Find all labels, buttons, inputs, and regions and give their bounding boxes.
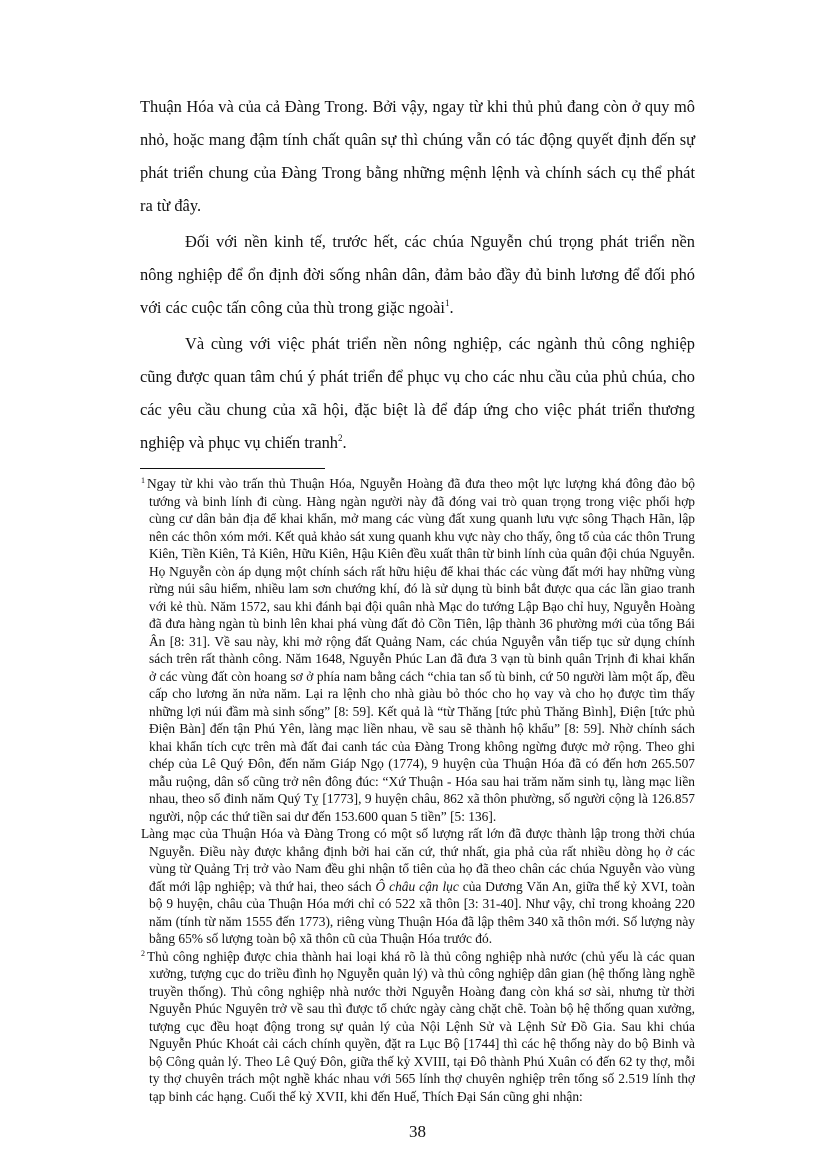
main-text	[140, 90, 695, 462]
footnote-text: Làng mạc của Thuận Hóa và Đàng Trong có một số lượng rất lớn đã được thành lập trong thời chúa Nguyễn. Điều này được khẳng định bởi hai căn cứ, thứ nhất, gia phả của rất nhiều dòng họ ở các vùng từ Quảng Trị trở vào Nam đều ghi nhận tổ tiên của họ đã theo chân các chúa Nguyễn vào vùng đất mới lập nghiệp; và thứ hai, theo sách	[141, 826, 695, 894]
book-title: Ô châu cận lục	[375, 878, 459, 894]
footnotes	[141, 475, 695, 1105]
paragraph-1	[140, 90, 695, 222]
footnote-number: 1	[141, 476, 145, 485]
footnote-1	[141, 475, 695, 825]
footnote-text: Thủ công nghiệp được chia thành hai loại khá rõ là thủ công nghiệp nhà nước (chủ yếu là các quan xưởng, tượng cục do triều đình họ Nguyễn quản lý) và thủ công nghiệp dân gian (hệ thống làng nghề truyền thống). Thủ công nghiệp nhà nước thời Nguyễn Hoàng đang còn khá sơ sài, nhưng từ thời Nguyễn Phúc Nguyên trở về sau thì được tổ chức ngày càng chặt chẽ. Toàn bộ hệ thống quan xưởng, tượng cục đều hoạt động trong sự quản lý của Nội Lệnh Sử và Lệnh Sử Đồ Gia. Sau khi chúa Nguyễn Phúc Khoát cải cách chính quyền, đặt ra Lục Bộ [1744] thì các hệ thống này do bộ Binh và bộ Công quản lý. Theo Lê Quý Đôn, giữa thế kỷ XVIII, tại Đô thành Phú Xuân có đến 62 ty thợ, mỗi ty thợ chuyên trách một nghề khác nhau với 565 lính thợ chuyên nghiệp trên tổng số 2.519 lính thợ tạp binh các hạng. Cuối thế kỷ XVII, khi đến Huế, Thích Đại Sán cũng ghi nhận:	[147, 948, 695, 1104]
period: .	[342, 433, 347, 452]
footnote-separator	[140, 468, 325, 469]
footnote-number: 2	[141, 948, 145, 958]
period: .	[449, 298, 454, 317]
footnote-2	[141, 948, 695, 1106]
footnote-ref-2[interactable]: 2	[338, 433, 343, 443]
footnote-1-paragraph-2	[141, 825, 695, 948]
paragraph-text: Thuận Hóa và của cả Đàng Trong. Bởi vậy, ngay từ khi thủ phủ đang còn ở quy mô nhỏ, hoặc mang đậm tính chất quân sự thì chúng vẫn có tác động quyết định đến sự phát triển chung của Đàng Trong bằng những mệnh lệnh và chính sách cụ thể phát ra từ đây.	[140, 97, 695, 215]
paragraph-text: Và cùng với việc phát triển nền nông nghiệp, các ngành thủ công nghiệp cũng được quan tâm chú ý phát triển để phục vụ cho các nhu cầu của phủ chúa, cho các yêu cầu chung của xã hội, đặc biệt là để đáp ứng cho việc phát triển thương nghiệp và phục vụ chiến tranh	[140, 334, 695, 452]
paragraph-3	[140, 327, 695, 459]
footnote-text: của Dương Văn An, giữa thế kỷ XVI, toàn bộ 9 huyện, châu của Thuận Hóa mới chỉ có 522 xã thôn [3: 31-40]. Như vậy, chỉ trong khoảng 220 năm (tính từ năm 1555 đến 1773), riêng vùng Thuận Hóa đã lập thêm 340 xã thôn mới. Số lượng này bằng 65% số lượng toàn bộ xã thôn cũ của Thuận Hóa trước đó.	[149, 878, 695, 946]
footnote-text: Ngay từ khi vào trấn thủ Thuận Hóa, Nguyễn Hoàng đã đưa theo một lực lượng khá đông đảo bộ tướng và binh lính đi cùng. Hàng ngàn người này đã đóng vai trò quan trọng trong việc phối hợp cùng cư dân bản địa để khai khẩn, mở mang các vùng đất xung quanh lưu vực sông Thạch Hãn, lập nên các thôn xóm mới. Kết quả khảo sát xung quanh khu vực này cho thấy, ông tổ của các thôn Trung Kiên, Tiền Kiên, Tả Kiên, Hữu Kiên, Hậu Kiên đều xuất thân từ binh lính của quân đội chúa Nguyễn. Họ Nguyễn còn áp dụng một chính sách rất hữu hiệu để khai thác các vùng đất mới hay những vùng rừng núi sâu hiểm, nhiều lam sơn chướng khí, đó là sử dụng tù binh bắt được qua các lần giao tranh với kẻ thù. Năm 1572, sau khi đánh bại đội quân nhà Mạc do tướng Lập Bạo chỉ huy, Nguyễn Hoàng đã đưa hàng ngàn tù binh lên khai phá vùng đất đỏ Cồn Tiên, lập thành 36 phường mới của tổng Bái Ân [8: 31]. Về sau này, khi mở rộng đất Quảng Nam, các chúa Nguyễn vẫn tiếp tục sử dụng chính sách trên rất thành công. Năm 1648, Nguyễn Phúc Lan đã đưa 3 vạn tù binh quân Trịnh đi khai khẩn ở các vùng đất còn hoang sơ ở phía nam bằng cách “chia tan số tù binh, cứ 50 người làm một ấp, đều cấp cho lương ăn nửa năm. Lại ra lệnh cho nhà giàu bỏ thóc cho họ vay và cho họ được tìm thấy những lợi núi đầm mà sinh sống” [8: 59]. Kết quả là “từ Thăng [tức phủ Thăng Bình], Điện [tức phủ Điện Bàn] đến tận Phú Yên, làng mạc liền nhau, về sau sẽ thành hộ khẩu” [8: 59]. Nhờ chính sách khai khẩn tích cực trên mà đất đai canh tác của Đàng Trong không ngừng được mở rộng. Theo ghi chép của Lê Quý Đôn, đến năm Giáp Ngọ (1774), 9 huyện của Thuận Hóa đã có đến hơn 265.507 mẫu ruộng, dân số cũng trở nên đông đúc: “Xứ Thuận - Hóa sau hai trăm năm sinh tụ, làng mạc liền nhau, theo sổ đinh năm Quý Tỵ [1773], 9 huyện châu, 862 xã thôn phường, số người cộng là 126.857 người, nộp các thứ tiền sai dư đến 153.600 quan 5 tiền” [5: 136].	[147, 476, 695, 824]
page-number: 38	[409, 1122, 426, 1141]
footnote-ref-1[interactable]: 1	[444, 298, 450, 308]
paragraph-2	[140, 225, 695, 324]
paragraph-text: Đối với nền kinh tế, trước hết, các chúa Nguyễn chú trọng phát triển nền nông nghiệp để ổn định đời sống nhân dân, đảm bảo đầy đủ binh lương để đối phó với các cuộc tấn công của thù trong giặc ngoài	[140, 232, 695, 317]
